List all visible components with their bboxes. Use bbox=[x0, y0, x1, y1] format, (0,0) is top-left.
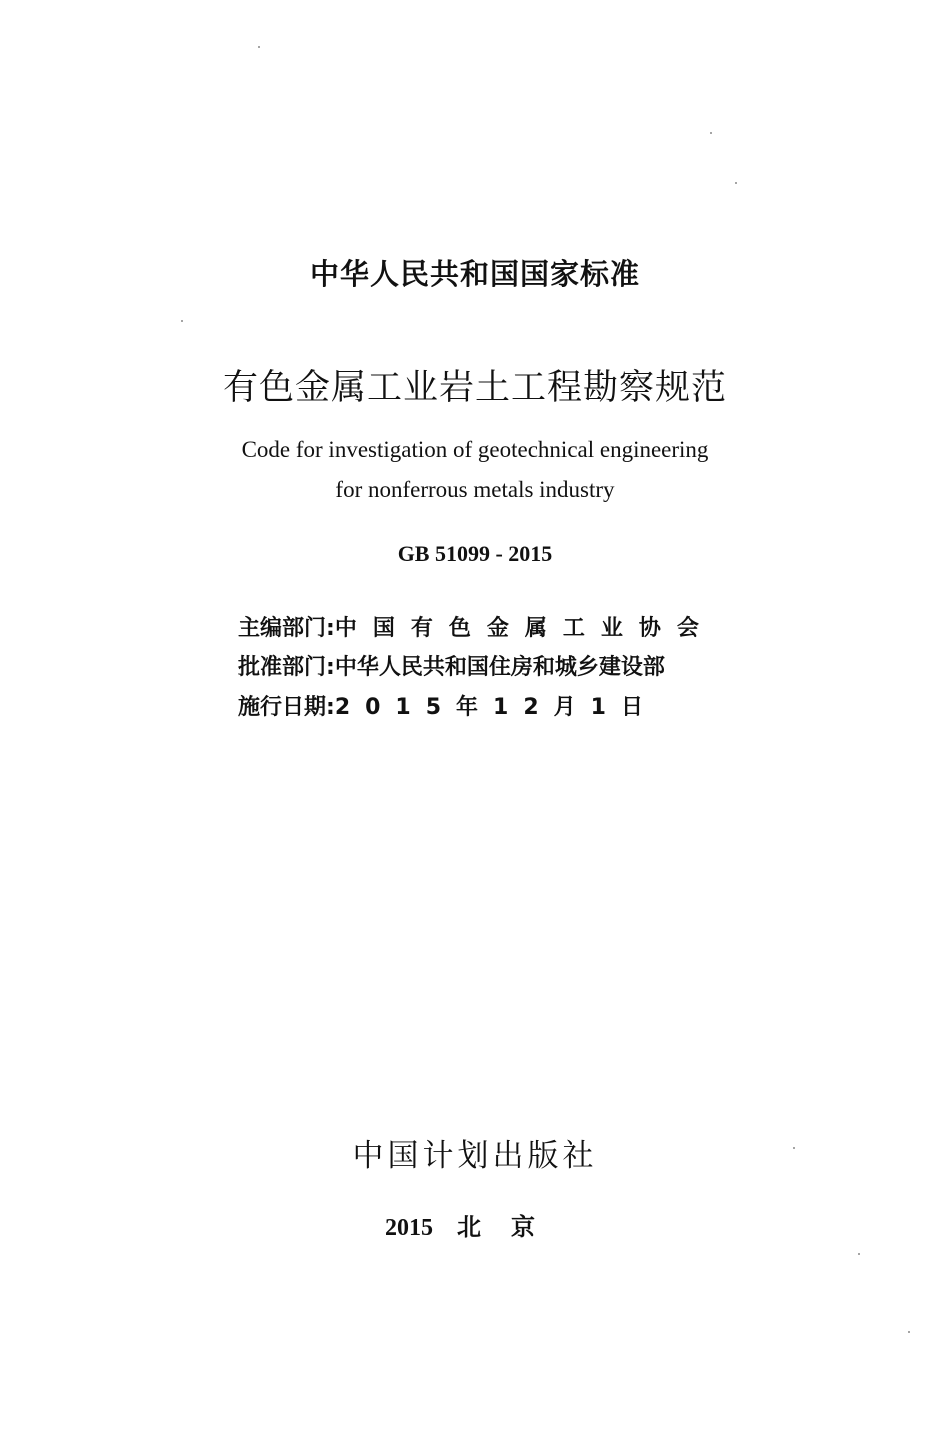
document-title-english-line-2: for nonferrous metals industry bbox=[335, 477, 615, 502]
editor-department-label: 主编部门: bbox=[238, 616, 335, 641]
effective-date-row bbox=[238, 690, 758, 721]
publisher-name: 中国计划出版社 bbox=[352, 1138, 598, 1174]
document-title-chinese: 有色金属工业岩土工程勘察规范 bbox=[222, 368, 727, 408]
approving-department-label: 批准部门: bbox=[238, 655, 335, 680]
scan-speck bbox=[735, 182, 737, 184]
publication-year-city bbox=[0, 1207, 950, 1242]
scan-speck bbox=[858, 1253, 860, 1255]
effective-date-label: 施行日期: bbox=[238, 695, 335, 720]
national-standard-heading: 中华人民共和国国家标准 bbox=[309, 257, 640, 291]
approving-department-value: 中华人民共和国住房和城乡建设部 bbox=[334, 655, 665, 680]
effective-date-value: 2015年12月1日 bbox=[334, 695, 658, 720]
document-title-english-line-1: Code for investigation of geotechnical engineering bbox=[241, 437, 709, 462]
publication-year: 2015 bbox=[385, 1215, 433, 1241]
scan-speck bbox=[258, 46, 260, 48]
scan-speck bbox=[710, 132, 712, 134]
approving-department-row bbox=[238, 650, 758, 681]
standard-code: GB 51099 - 2015 bbox=[397, 541, 553, 566]
scan-speck bbox=[908, 1331, 910, 1333]
scan-speck bbox=[181, 320, 183, 322]
editor-department-value: 中国有色金属工业协会 bbox=[334, 616, 715, 641]
scan-speck bbox=[793, 1147, 795, 1149]
publication-city: 北京 bbox=[457, 1213, 565, 1241]
editor-department-row bbox=[238, 611, 758, 642]
